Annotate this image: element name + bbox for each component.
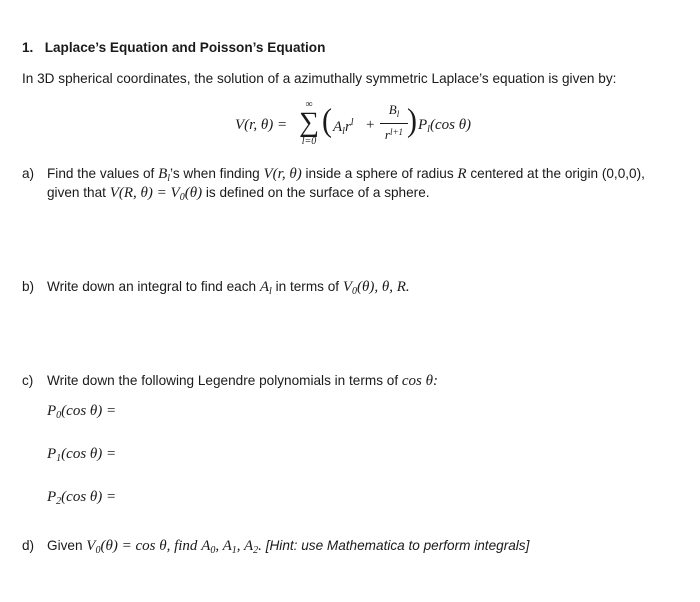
question-heading — [22, 39, 325, 56]
open-paren: ( — [322, 102, 332, 139]
part-a-line1: Find the values of $B_l’s$ when finding V(r, θ) inside a sphere of radius R centered at the origin (0,0,0), — [47, 166, 645, 184]
part-a-label: a) — [22, 166, 35, 181]
part-c-text: Write down the following Legendre polynomials in terms of cos θ: — [47, 373, 438, 389]
legendre-p0-line: $P_0(\cos$ θ) = — [47, 403, 117, 421]
part-d-hint: [Hint: use Mathematica to perform integrals] — [265, 538, 530, 553]
sum-lower-limit: l=0 — [301, 136, 317, 147]
laplace-solution-equation — [0, 100, 700, 152]
fraction-denominator: $r^{l+1}$ — [384, 127, 404, 142]
part-b-label: b) — [22, 279, 35, 294]
legendre-p1-line: $P_1(\cos$ θ) = — [47, 446, 117, 464]
part-b-text: Write down an integral to find each $A_l$ in terms of $V_0(\theta)$, θ, R. — [47, 279, 410, 297]
fraction-numerator: $B_l$ — [388, 102, 400, 119]
question-title: Laplace’s Equation and Poisson’s Equation — [44, 40, 326, 55]
summation — [294, 100, 324, 147]
part-d-text: Given $V_0(\theta) = \cos \theta$, find $A_0$, $A_1$, $A_2$. [Hint: use Mathematica to perform integrals] — [47, 538, 530, 556]
sum-upper-limit: ∞ — [305, 99, 313, 110]
equation-lhs: V(r, θ) = — [235, 117, 288, 133]
fraction-bar — [380, 123, 408, 124]
part-a-line2: given that V(R, $\theta) = V_0(\theta)$ is defined on the surface of a sphere. — [47, 185, 430, 203]
sum-symbol: ∑ — [299, 107, 319, 138]
question-number: 1. — [22, 40, 34, 55]
plus-sign: + — [366, 117, 375, 133]
a-term: $A_lr^l$ — [333, 117, 354, 137]
part-c-label: c) — [22, 373, 34, 388]
fraction-b-over-r — [380, 103, 408, 142]
legendre-p2-line: $P_2(\cos$ θ) = — [47, 489, 117, 507]
legendre-term: $P_l(\cos$ θ) — [418, 117, 472, 135]
part-d-label: d) — [22, 538, 35, 553]
close-paren: ) — [407, 102, 417, 139]
intro-text: In 3D spherical coordinates, the solution of a azimuthally symmetric Laplace’s equation is given by: — [22, 71, 617, 86]
